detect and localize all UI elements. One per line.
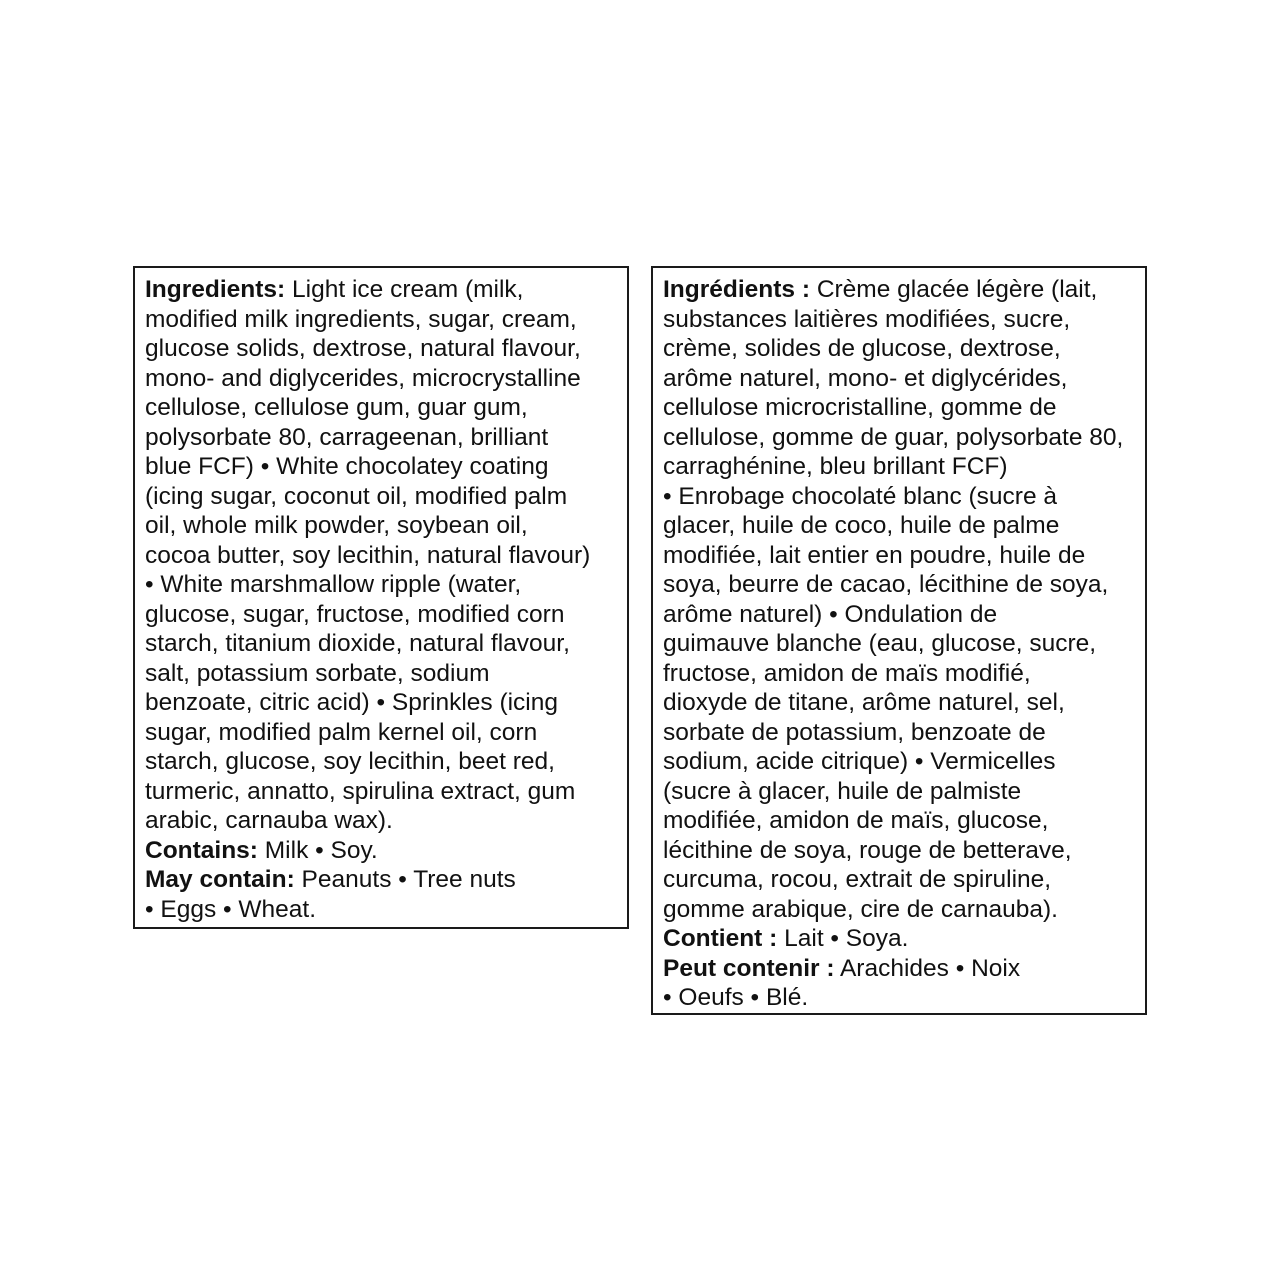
- french-line-text: arôme naturel, mono- et diglycérides,: [663, 364, 1068, 392]
- french-label-line: [663, 659, 1135, 689]
- english-section-heading: May contain:: [145, 866, 295, 893]
- english-line-text: Milk • Soy.: [257, 836, 378, 864]
- french-line-text: gomme arabique, cire de carnauba).: [663, 895, 1058, 923]
- french-line-text: modifiée, amidon de maïs, glucose,: [663, 807, 1049, 834]
- english-line-text: glucose solids, dextrose, natural flavour,: [145, 335, 581, 362]
- french-label-line: [663, 924, 1135, 954]
- english-label-line: [145, 364, 617, 394]
- french-label-line: [663, 452, 1135, 482]
- french-label-line: [663, 688, 1135, 718]
- english-label-line: [145, 305, 617, 335]
- french-label-line: [663, 806, 1135, 836]
- english-label-line: [145, 747, 617, 777]
- french-line-text: sorbate de potassium, benzoate de: [663, 718, 1046, 746]
- english-label-line: [145, 452, 617, 482]
- french-label-line: [663, 275, 1135, 305]
- english-line-text: arabic, carnauba wax).: [145, 807, 393, 834]
- english-label-line: [145, 836, 617, 866]
- french-line-text: Arachides • Noix: [834, 954, 1021, 982]
- french-label-line: [663, 482, 1135, 512]
- english-line-text: mono- and diglycerides, microcrystalline: [145, 364, 581, 392]
- french-line-text: sodium, acide citrique) • Vermicelles: [663, 748, 1056, 775]
- french-label-line: [663, 954, 1135, 984]
- english-label-line: [145, 806, 617, 836]
- french-label-line: [663, 334, 1135, 364]
- english-line-text: oil, whole milk powder, soybean oil,: [145, 512, 528, 539]
- french-section-heading: Contient :: [663, 925, 778, 952]
- french-line-text: glacer, huile de coco, huile de palme: [663, 512, 1060, 539]
- french-line-text: cellulose, gomme de guar, polysorbate 80,: [663, 423, 1124, 451]
- french-line-text: • Oeufs • Blé.: [663, 984, 809, 1011]
- english-line-text: modified milk ingredients, sugar, cream,: [145, 305, 577, 333]
- french-label-line: [663, 629, 1135, 659]
- english-label-line: [145, 600, 617, 630]
- english-line-text: blue FCF) • White chocolatey coating: [145, 453, 549, 480]
- english-line-text: cocoa butter, soy lecithin, natural flavour): [145, 541, 591, 569]
- french-section-heading: Ingrédients :: [663, 276, 811, 303]
- french-line-text: cellulose microcristalline, gomme de: [663, 394, 1057, 421]
- french-label-line: [663, 570, 1135, 600]
- english-line-text: Peanuts • Tree nuts: [294, 866, 516, 893]
- english-line-text: glucose, sugar, fructose, modified corn: [145, 600, 565, 628]
- french-label-line: [663, 511, 1135, 541]
- french-line-text: arôme naturel) • Ondulation de: [663, 600, 998, 628]
- french-label-line: [663, 718, 1135, 748]
- english-label-line: [145, 275, 617, 305]
- french-line-text: • Enrobage chocolaté blanc (sucre à: [663, 482, 1058, 510]
- english-label-line: [145, 629, 617, 659]
- french-label-line: [663, 777, 1135, 807]
- english-line-text: turmeric, annatto, spirulina extract, gum: [145, 777, 576, 805]
- english-label-line: [145, 482, 617, 512]
- english-label-line: [145, 393, 617, 423]
- english-line-text: starch, titanium dioxide, natural flavour,: [145, 630, 570, 657]
- english-line-text: polysorbate 80, carrageenan, brilliant: [145, 423, 549, 451]
- english-label-line: [145, 895, 617, 925]
- french-label-line: [663, 364, 1135, 394]
- french-label-line: [663, 423, 1135, 453]
- french-line-text: substances laitières modifiées, sucre,: [663, 305, 1071, 333]
- french-line-text: (sucre à glacer, huile de palmiste: [663, 777, 1022, 805]
- french-label-line: [663, 600, 1135, 630]
- english-line-text: cellulose, cellulose gum, guar gum,: [145, 394, 528, 421]
- english-label-line: [145, 570, 617, 600]
- french-line-text: modifiée, lait entier en poudre, huile de: [663, 541, 1086, 569]
- french-label-line: [663, 865, 1135, 895]
- french-line-text: dioxyde de titane, arôme naturel, sel,: [663, 689, 1065, 716]
- french-label-line: [663, 393, 1135, 423]
- english-line-text: • Eggs • Wheat.: [145, 895, 317, 923]
- french-line-text: curcuma, rocou, extrait de spiruline,: [663, 866, 1052, 893]
- french-line-text: Crème glacée légère (lait,: [810, 276, 1098, 303]
- french-line-text: crème, solides de glucose, dextrose,: [663, 335, 1061, 362]
- english-ingredients-panel: [133, 266, 629, 929]
- english-line-text: sugar, modified palm kernel oil, corn: [145, 718, 538, 746]
- english-label-line: [145, 865, 617, 895]
- english-section-heading: Contains:: [145, 836, 258, 864]
- english-label-line: [145, 688, 617, 718]
- french-line-text: fructose, amidon de maïs modifié,: [663, 659, 1031, 687]
- french-ingredients-panel: [651, 266, 1147, 1015]
- french-line-text: carraghénine, bleu brillant FCF): [663, 453, 1008, 480]
- english-label-line: [145, 541, 617, 571]
- english-line-text: (icing sugar, coconut oil, modified palm: [145, 482, 568, 510]
- english-line-text: benzoate, citric acid) • Sprinkles (icing: [145, 689, 558, 716]
- french-line-text: guimauve blanche (eau, glucose, sucre,: [663, 630, 1097, 657]
- english-line-text: Light ice cream (milk,: [285, 276, 524, 303]
- french-label-line: [663, 983, 1135, 1013]
- french-label-line: [663, 305, 1135, 335]
- english-line-text: salt, potassium sorbate, sodium: [145, 659, 490, 687]
- english-label-line: [145, 659, 617, 689]
- french-line-text: soya, beurre de cacao, lécithine de soya,: [663, 571, 1109, 598]
- french-label-line: [663, 541, 1135, 571]
- english-label-line: [145, 777, 617, 807]
- french-section-heading: Peut contenir :: [663, 954, 835, 982]
- english-line-text: starch, glucose, soy lecithin, beet red,: [145, 748, 555, 775]
- english-label-line: [145, 334, 617, 364]
- english-line-text: • White marshmallow ripple (water,: [145, 571, 522, 598]
- english-section-heading: Ingredients:: [145, 276, 286, 303]
- french-label-line: [663, 747, 1135, 777]
- french-line-text: lécithine de soya, rouge de betterave,: [663, 836, 1072, 864]
- english-label-line: [145, 511, 617, 541]
- english-label-line: [145, 423, 617, 453]
- french-label-line: [663, 895, 1135, 925]
- english-label-line: [145, 718, 617, 748]
- french-line-text: Lait • Soya.: [777, 925, 909, 952]
- french-label-line: [663, 836, 1135, 866]
